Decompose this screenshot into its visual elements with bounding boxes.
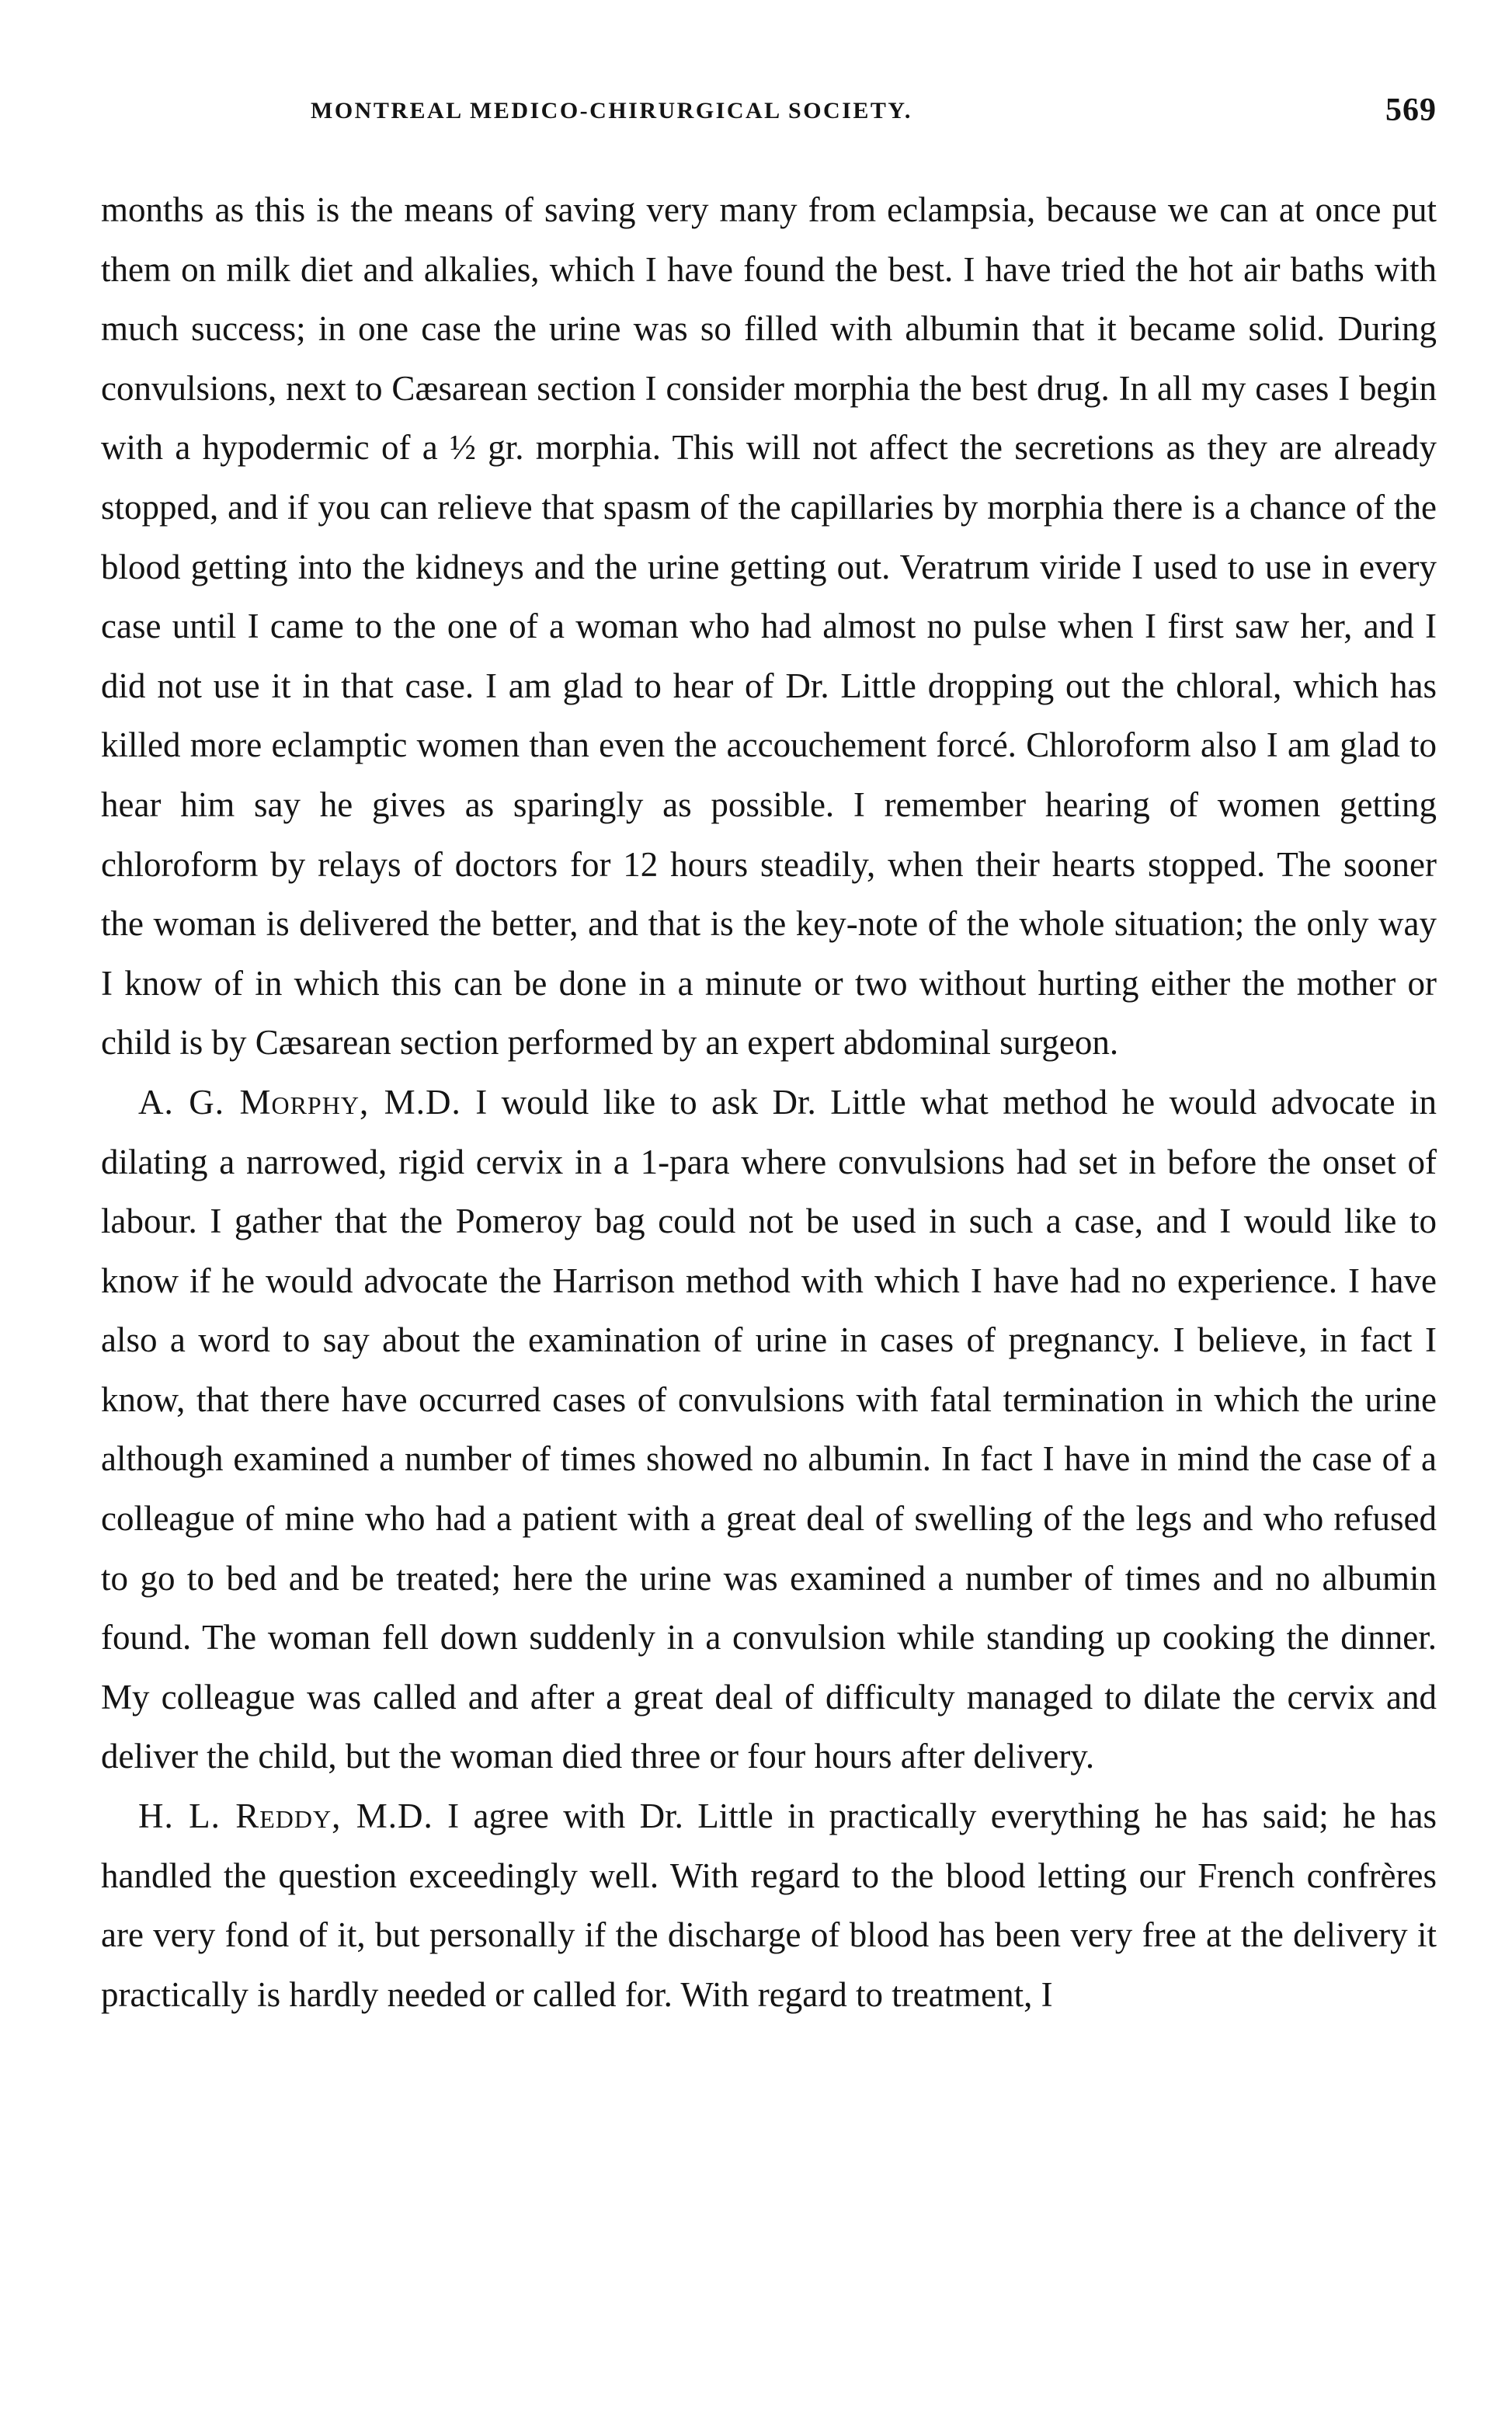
speaker-name: H. L. Reddy, M.D. (138, 1797, 433, 1836)
page-number: 569 (1385, 92, 1437, 128)
paragraph-morphia (101, 180, 1437, 1073)
speaker-name: A. G. Morphy, M.D. (138, 1082, 461, 1122)
paragraph-text: I would like to ask Dr. Little what method he would advocate in dilating a narrowed, rigid cervix in a 1-para where convulsions had set in before the onset of labour. I gather that the Pomeroy bag could not be used in such a case, and I would like to know if he would advocate the Harrison method with which I have had no experience. I have also a word to say about the examination of urine in cases of pregnancy. I believe, in fact I know, that there have occurred cases of convulsions with fatal termination in which the urine although examined a number of times showed no albumin. In fact I have in mind the case of a colleague of mine who had a patient with a great deal of swelling of the legs and who refused to go to bed and be treated; here the urine was examined a number of times and no albumin found. The woman fell down suddenly in a convulsion while standing up cooking the dinner. My colleague was called and after a great deal of difficulty managed to dilate the cervix and deliver the child, but the woman died three or four hours after delivery. (101, 1082, 1437, 1776)
paragraph-reddy (101, 1786, 1437, 2024)
paragraph-morphy (101, 1073, 1437, 1786)
paragraph-text: months as this is the means of saving very many from eclampsia, because we can at once put them on milk diet and alkalies, which I have found the best. I have tried the hot air baths with much success; in one case the urine was so filled with albumin that it became solid. During convulsions, next to Cæsarean section I consider morphia the best drug. In all my cases I begin with a hypodermic of a ½ gr. morphia. This will not affect the secretions as they are already stopped, and if you can relieve that spasm of the capillaries by morphia there is a chance of the blood getting into the kidneys and the urine getting out. Veratrum viride I used to use in every case until I came to the one of a woman who had almost no pulse when I first saw her, and I did not use it in that case. I am glad to hear of Dr. Little dropping out the chloral, which has killed more eclamptic women than even the accouchement forcé. Chloroform also I am glad to hear him say he gives as sparingly as possible. I remember hearing of women getting chloroform by relays of doctors for 12 hours steadily, when their hearts stopped. The sooner the woman is delivered the better, and that is the key-note of the whole situation; the only way I know of in which this can be done in a minute or two without hurting either the mother or child is by Cæsarean section performed by an expert abdominal surgeon. (101, 190, 1437, 1063)
document-page (101, 92, 1437, 2024)
running-title: MONTREAL MEDICO-CHIRURGICAL SOCIETY. (311, 98, 912, 123)
running-header (101, 92, 1437, 146)
paragraph-text: I agree with Dr. Little in practically everything he has said; he has handled the question exceedingly well. With regard to the blood letting our French confrères are very fond of it, but personally if the discharge of blood has been very free at the delivery it practically is hardly needed or called for. With regard to treatment, I (101, 1797, 1437, 2014)
body-text (101, 180, 1437, 2024)
